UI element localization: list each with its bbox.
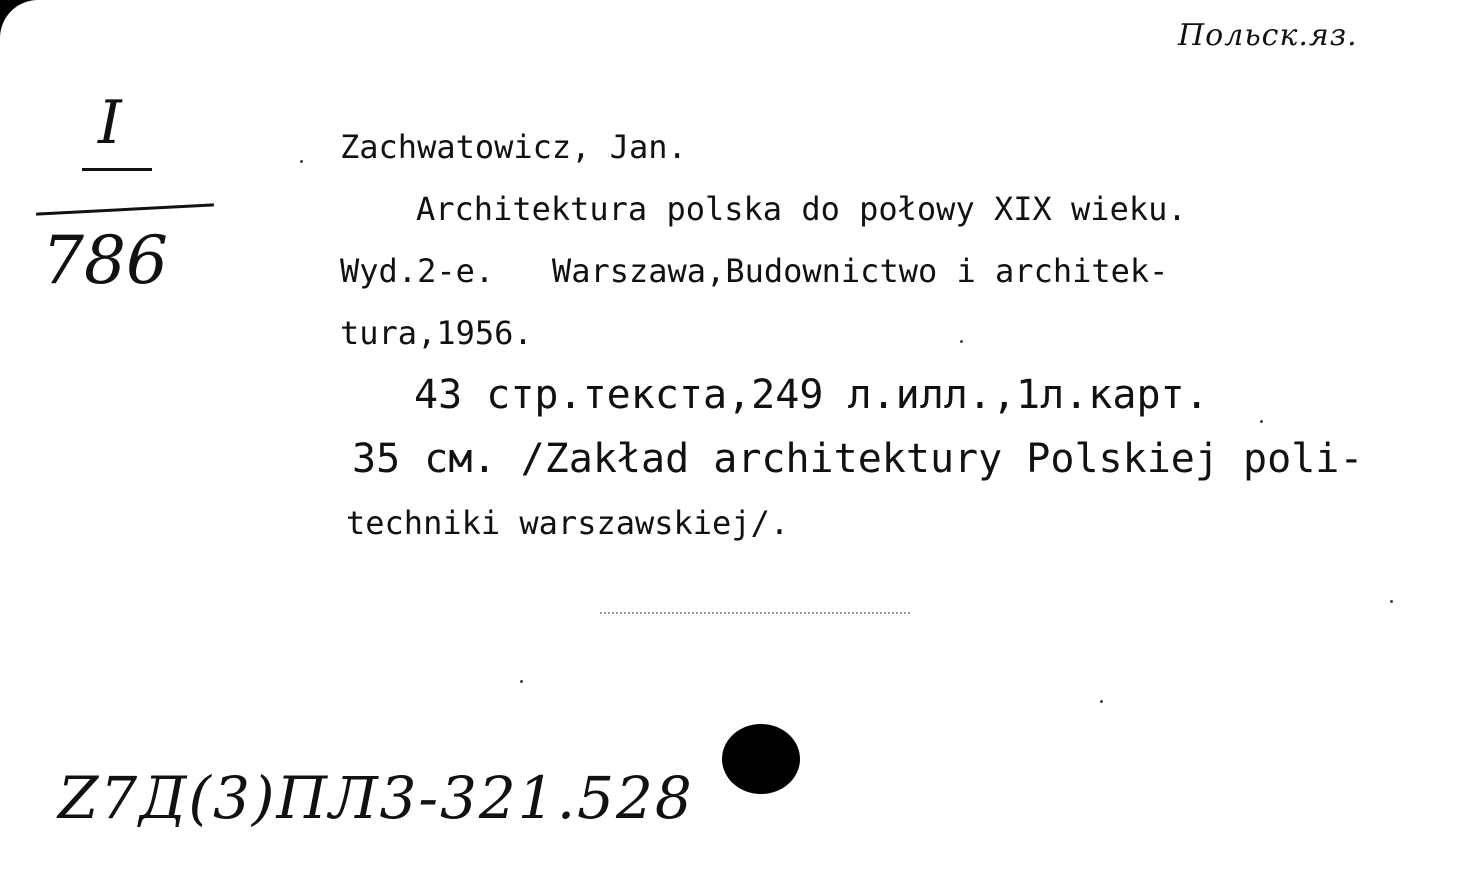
collation-line-2: 35 см. /Zakład architektury Polskiej poli- <box>352 436 1364 482</box>
speck <box>520 680 523 683</box>
call-number-top-underline <box>82 168 152 171</box>
imprint-end-line: tura,1956. <box>340 314 533 352</box>
title-line-1: Architektura polska do połowy XIX wieku. <box>416 190 1187 228</box>
speck <box>1390 600 1393 603</box>
call-number-top: I <box>98 88 122 158</box>
edition-imprint-line: Wyd.2-e. Warszawa,Budownictwo i architek- <box>340 252 1169 290</box>
speck <box>960 340 963 343</box>
shelf-code: Z7Д(3)ПЛ3-321.528 <box>58 764 694 832</box>
author-heading: Zachwatowicz, Jan. <box>340 128 687 166</box>
call-number-bottom: 786 <box>42 222 168 299</box>
call-number-divider <box>36 203 214 215</box>
speck <box>1100 700 1103 703</box>
speck <box>300 160 303 163</box>
collation-line-3: techniki warszawskiej/. <box>346 504 790 542</box>
speck <box>1260 420 1263 423</box>
collation-line-1: 43 стр.текста,249 л.илл.,1л.карт. <box>414 372 1209 418</box>
punch-hole <box>722 724 800 794</box>
smudge-dots <box>600 612 910 617</box>
corner-language-note: Польск.яз. <box>1178 18 1358 53</box>
